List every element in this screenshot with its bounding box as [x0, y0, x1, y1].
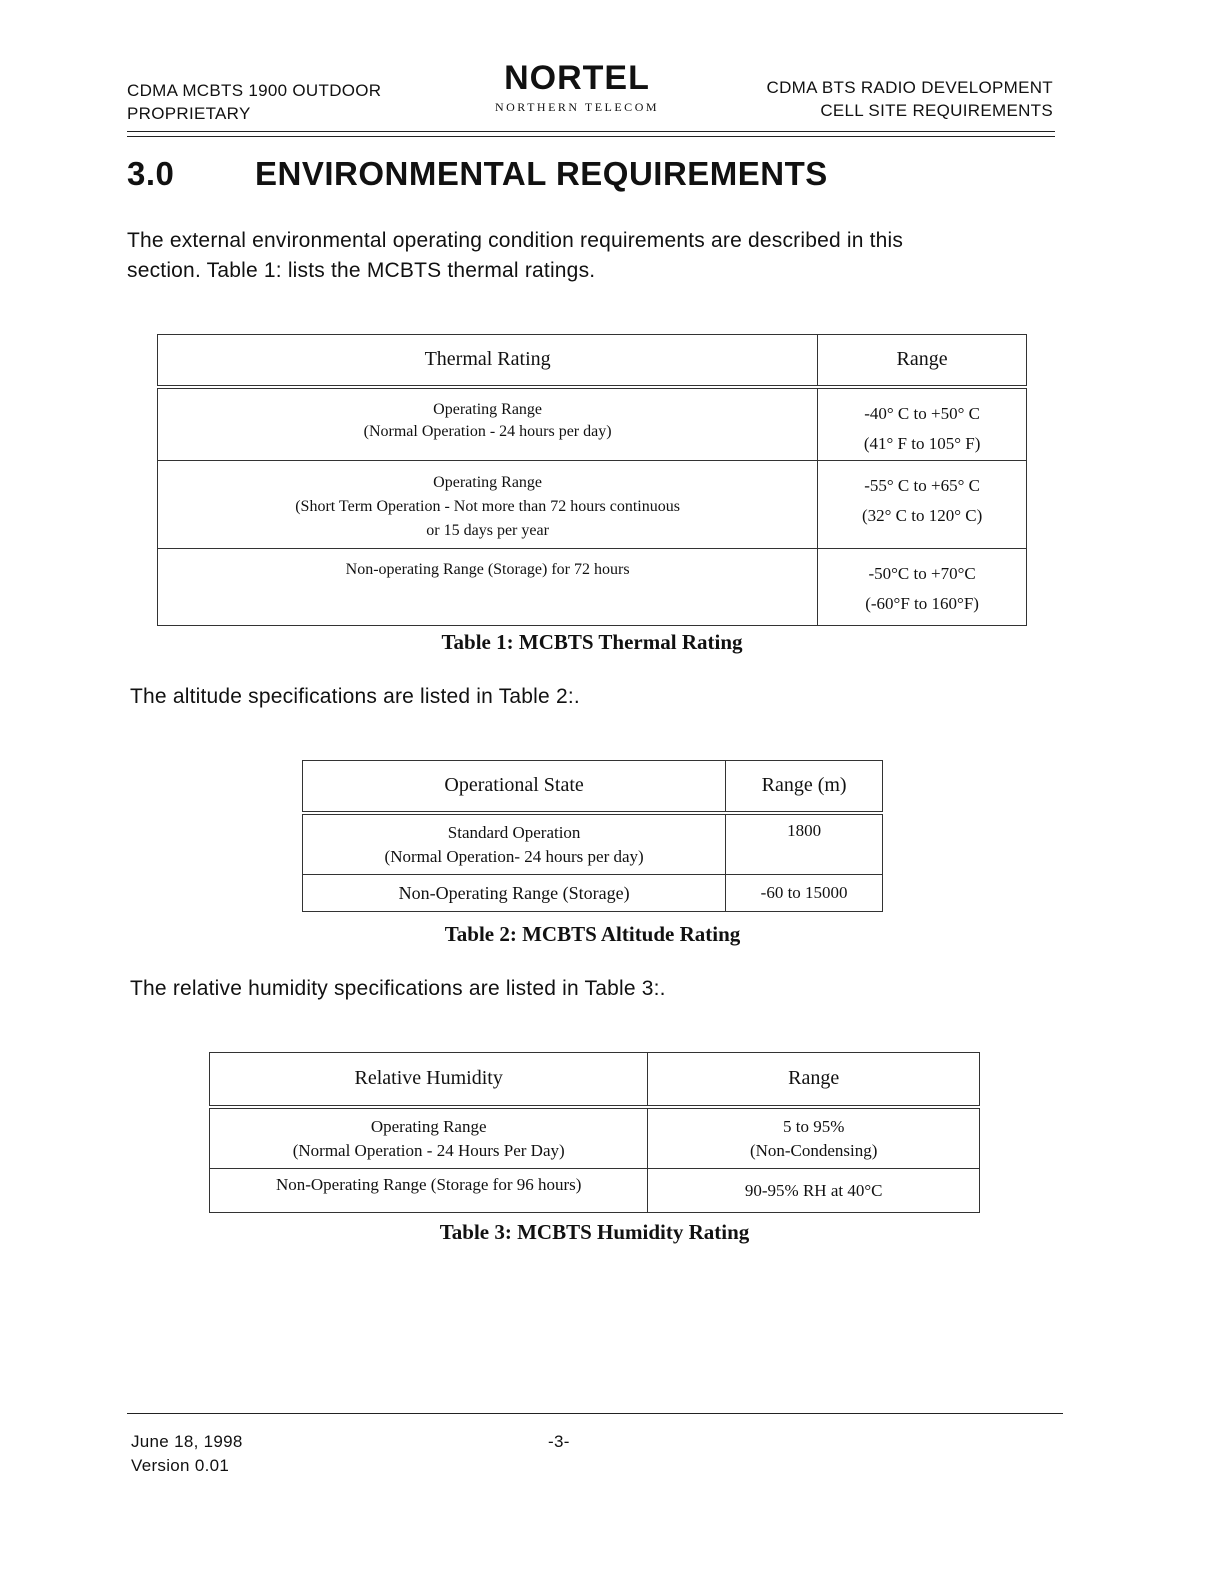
- cell-value: -50°C to +70°C: [868, 563, 976, 583]
- table-row: [158, 460, 1027, 548]
- cell-text: Operating Range: [433, 473, 543, 491]
- table-row: [158, 548, 1027, 625]
- footer-version: Version 0.01: [131, 1456, 230, 1475]
- intro-paragraph: [127, 226, 903, 286]
- intro-line-1: The external environmental operating condition requirements are described in this: [127, 229, 904, 252]
- footer-left: [131, 1430, 243, 1478]
- nortel-logo: [492, 58, 662, 114]
- section-title: ENVIRONMENTAL REQUIREMENTS: [255, 155, 828, 192]
- cell-value: -40° C to +50° C: [864, 403, 980, 423]
- header-right: [767, 76, 1053, 122]
- cell-value: (32° C to 120° C): [861, 505, 983, 525]
- header-doc-type: CELL SITE REQUIREMENTS: [820, 101, 1053, 120]
- cell-text: (Normal Operation - 24 Hours Per Day): [292, 1140, 565, 1160]
- cell-value: 90-95% RH at 40°C: [744, 1180, 883, 1200]
- humidity-rating-table: [209, 1052, 980, 1213]
- table-row: [303, 875, 883, 912]
- humidity-paragraph: The relative humidity specifications are listed in Table 3:.: [130, 977, 666, 1000]
- table2-caption: Table 2: MCBTS Altitude Rating: [444, 922, 741, 946]
- table-row: [210, 1169, 980, 1213]
- humidity-col-header: Relative Humidity: [210, 1053, 648, 1107]
- page-number: -3-: [548, 1432, 570, 1451]
- cell-value: 1800: [787, 820, 822, 840]
- table3-caption: Table 3: MCBTS Humidity Rating: [439, 1220, 750, 1244]
- header-rule-top: [127, 131, 1055, 132]
- humidity-range-header: Range: [648, 1053, 980, 1107]
- altitude-range-header: Range (m): [726, 761, 883, 813]
- cell-text: Standard Operation: [447, 822, 581, 842]
- table-row: [210, 1107, 980, 1169]
- header-classification: PROPRIETARY: [127, 104, 251, 123]
- table-row: [303, 813, 883, 875]
- cell-value: -55° C to +65° C: [864, 475, 980, 495]
- table1-caption: Table 1: MCBTS Thermal Rating: [441, 630, 743, 654]
- cell-value: (-60°F to 160°F): [865, 593, 979, 613]
- cell-text: Non-Operating Range (Storage): [398, 882, 630, 903]
- cell-text: or 15 days per year: [426, 521, 549, 539]
- section-number: 3.0: [127, 155, 175, 192]
- header-left: [127, 79, 381, 125]
- cell-text: (Normal Operation- 24 hours per day): [384, 846, 644, 866]
- intro-line-2: section. Table 1: lists the MCBTS thermal ratings.: [127, 259, 596, 282]
- header-rule-bottom: [127, 136, 1055, 137]
- cell-text: Operating Range: [370, 1116, 487, 1136]
- thermal-range-header: Range: [818, 335, 1027, 387]
- altitude-rating-table: [302, 760, 883, 912]
- cell-text: Operating Range: [433, 400, 543, 418]
- logo-subtitle: NORTHERN TELECOM: [494, 100, 660, 114]
- cell-text: Non-operating Range (Storage) for 72 hours: [345, 560, 630, 578]
- cell-value: -60 to 15000: [760, 883, 848, 902]
- cell-text: Non-Operating Range (Storage for 96 hours): [275, 1175, 582, 1194]
- cell-value: (41° F to 105° F): [863, 433, 981, 453]
- table-row: [158, 387, 1027, 461]
- thermal-col-header: Thermal Rating: [158, 335, 818, 387]
- cell-text: (Short Term Operation - Not more than 72 hours continuous: [295, 497, 680, 515]
- header-dept: CDMA BTS RADIO DEVELOPMENT: [766, 78, 1053, 97]
- altitude-paragraph: The altitude specifications are listed in Table 2:.: [130, 685, 580, 708]
- logo-wordmark: NORTEL: [504, 59, 650, 97]
- cell-text: (Normal Operation - 24 hours per day): [363, 422, 612, 440]
- altitude-col-header: Operational State: [303, 761, 726, 813]
- cell-value: (Non-Condensing): [749, 1140, 878, 1160]
- section-heading: [127, 155, 828, 193]
- footer-date: June 18, 1998: [131, 1432, 243, 1451]
- thermal-rating-table: [157, 334, 1027, 626]
- header-doc-title: CDMA MCBTS 1900 OUTDOOR: [127, 81, 382, 100]
- cell-value: 5 to 95%: [783, 1116, 845, 1136]
- footer-rule: [127, 1413, 1063, 1414]
